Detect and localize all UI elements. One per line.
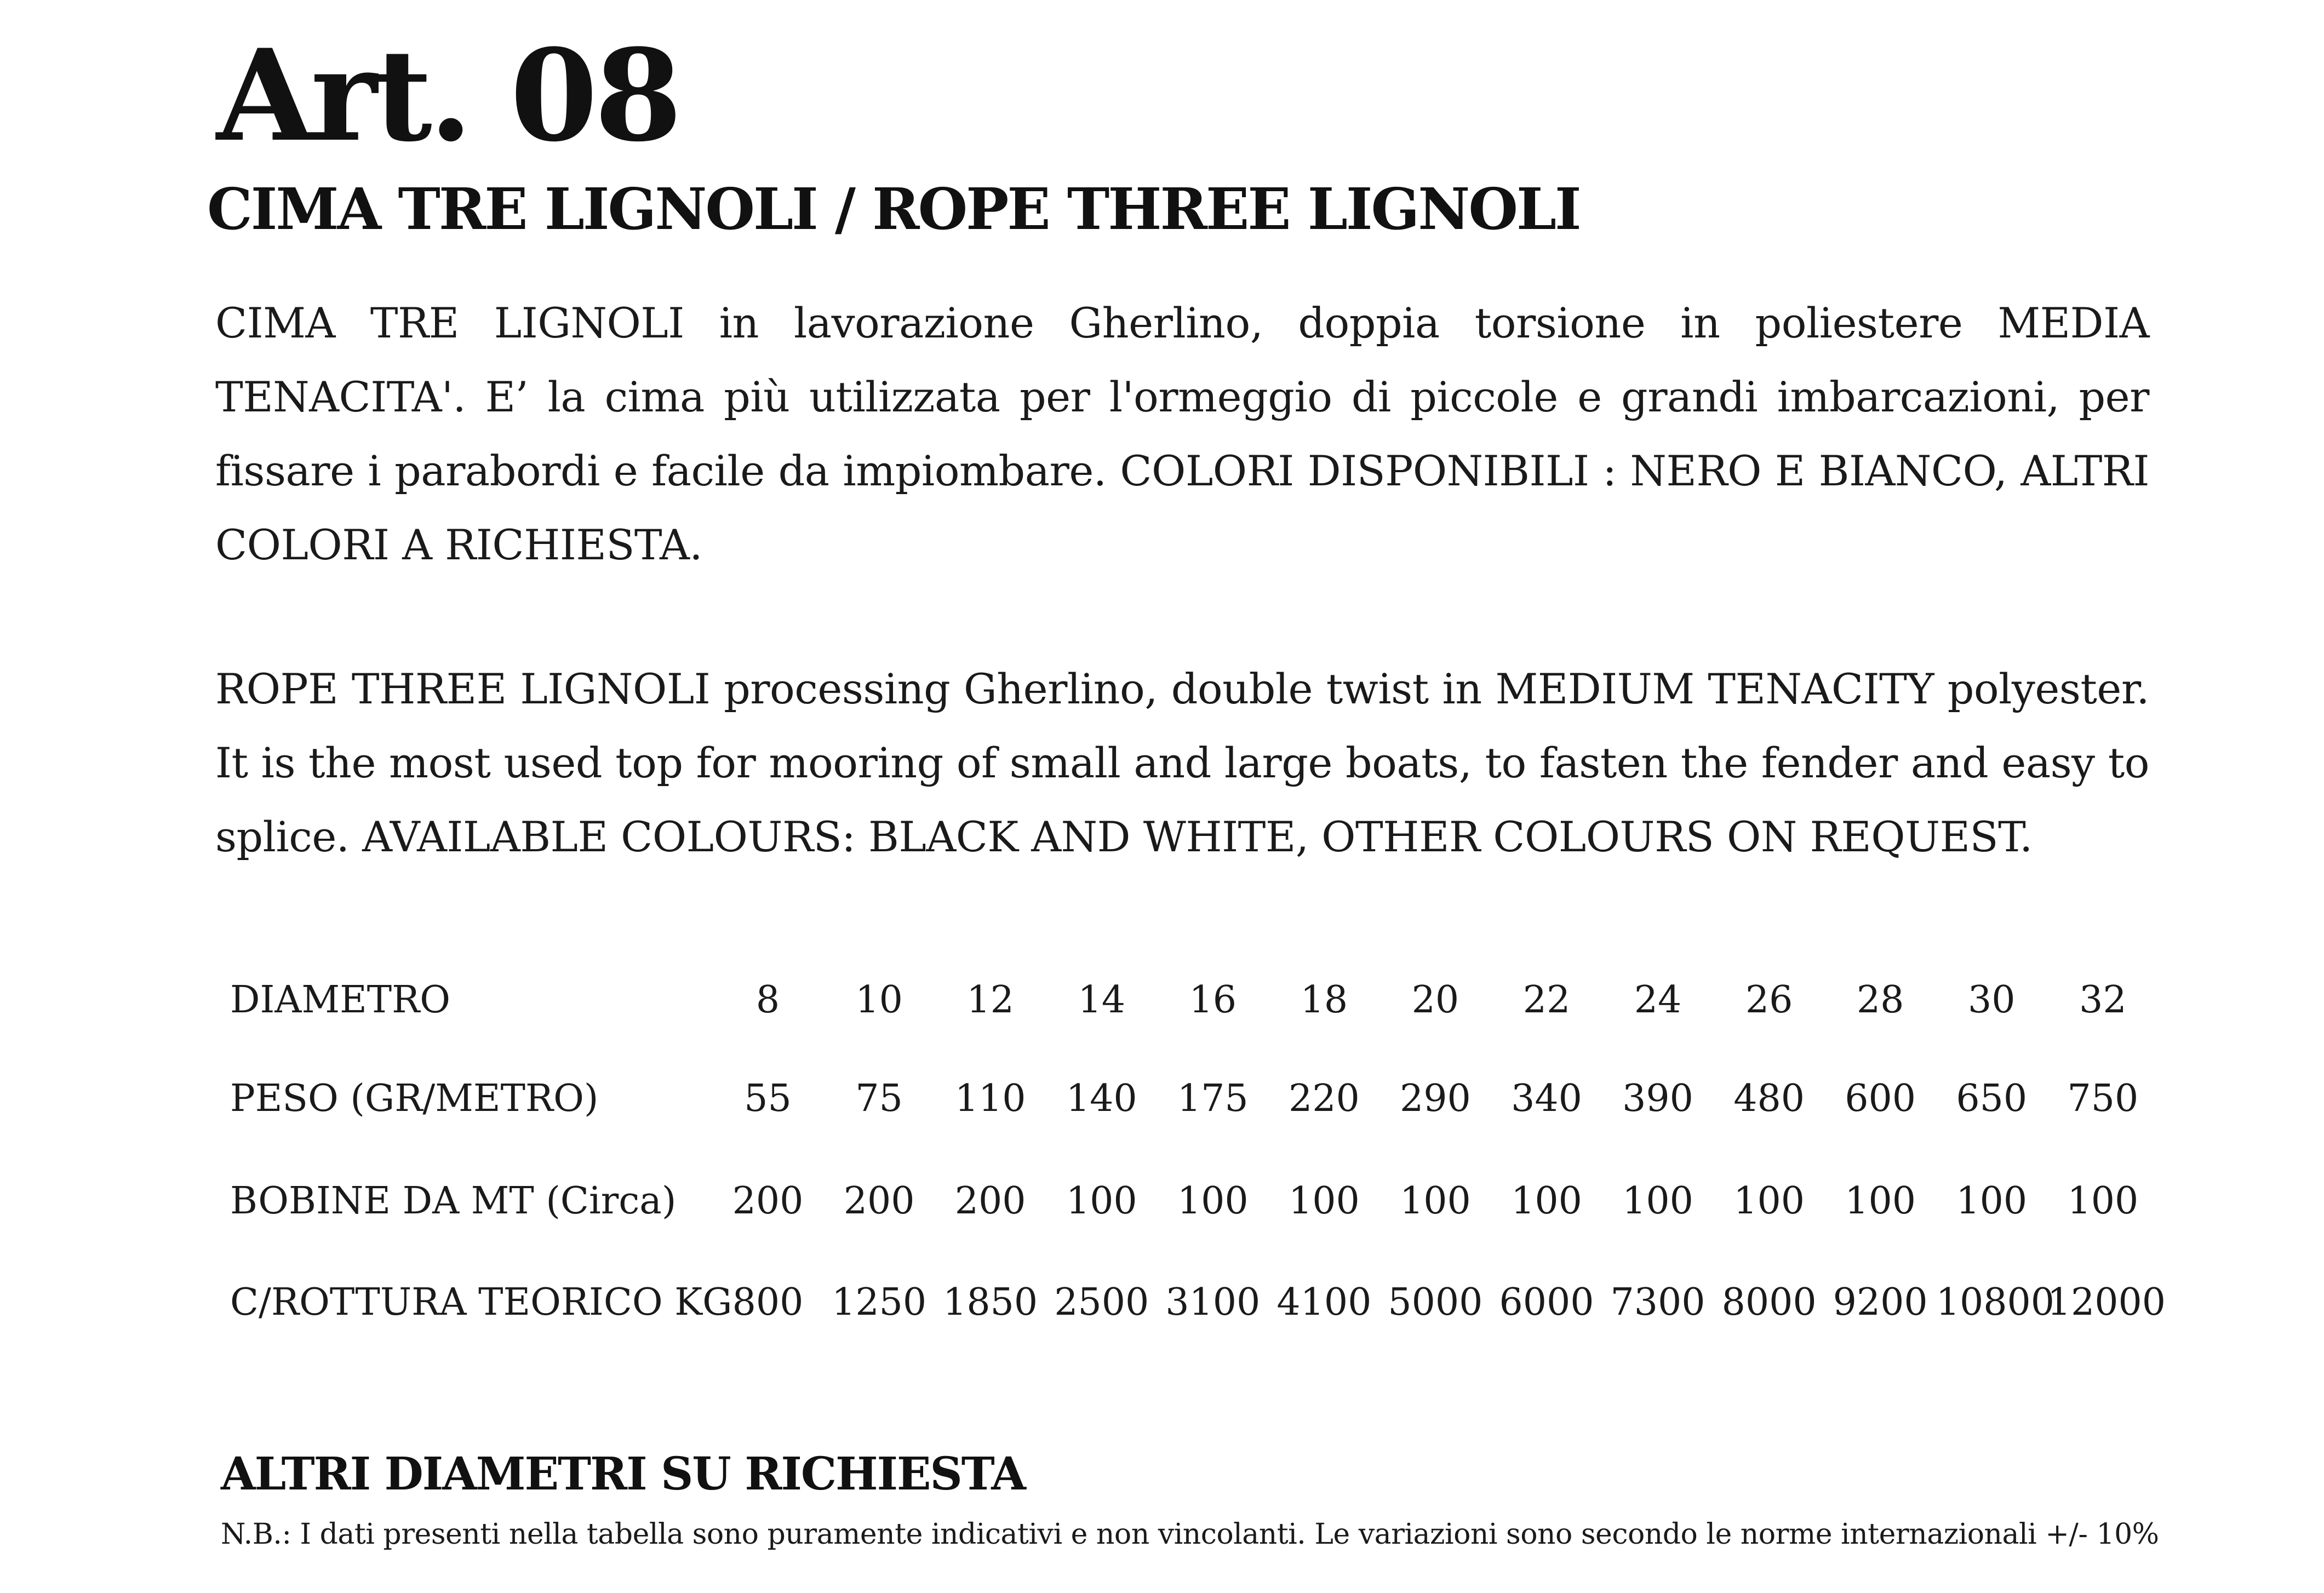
table-cell: 18 <box>1300 978 1348 1022</box>
table-cell: 30 <box>1967 978 2016 1022</box>
table-cell: 480 <box>1733 1076 1805 1120</box>
table-cell: 8 <box>755 978 780 1022</box>
table-cell: 1850 <box>943 1281 1038 1324</box>
spec-table <box>230 956 2166 1356</box>
table-cell: 220 <box>1288 1076 1360 1120</box>
table-cell: 20 <box>1411 978 1459 1022</box>
table-cell: 100 <box>2067 1179 2139 1223</box>
table-cell: 600 <box>1845 1076 1916 1120</box>
description-english: ROPE THREE LIGNOLI processing Gherlino, double twist in MEDIUM TENACITY polyester. It is the most used top for mooring of small and large boats, to fasten the fender and easy to splice. AVAILABLE COLOURS: BLACK AND WHITE, OTHER COLOURS ON REQUEST. <box>215 664 2149 861</box>
row-label: C/ROTTURA TEORICO KG <box>230 1281 732 1324</box>
table-cell: 390 <box>1622 1076 1693 1120</box>
table-cell: 24 <box>1634 978 1682 1022</box>
table-cell: 200 <box>843 1179 915 1223</box>
table-cell: 32 <box>2079 978 2127 1022</box>
article-title: Art. 08 <box>216 22 679 170</box>
table-row <box>230 956 2159 1044</box>
table-cell: 3100 <box>1165 1281 1261 1324</box>
table-cell: 16 <box>1189 978 1237 1022</box>
table-cell: 7300 <box>1610 1281 1705 1324</box>
table-row <box>230 1044 2159 1153</box>
table-cell: 10800 <box>1936 1281 2055 1324</box>
row-label: PESO (GR/METRO) <box>230 1076 599 1120</box>
table-cell: 55 <box>744 1076 792 1120</box>
table-cell: 290 <box>1400 1076 1471 1120</box>
table-cell: 750 <box>2067 1076 2139 1120</box>
table-cell: 100 <box>1511 1179 1582 1223</box>
table-cell: 8000 <box>1721 1281 1817 1324</box>
table-cell: 100 <box>1845 1179 1916 1223</box>
table-cell: 100 <box>1956 1179 2028 1223</box>
table-cell: 1250 <box>832 1281 927 1324</box>
table-cell: 200 <box>732 1179 804 1223</box>
table-cell: 22 <box>1522 978 1571 1022</box>
table-cell: 9200 <box>1833 1281 1928 1324</box>
table-cell: 100 <box>1177 1179 1249 1223</box>
other-diameters-heading: ALTRI DIAMETRI SU RICHIESTA <box>221 1448 1025 1500</box>
spec-table-body <box>230 956 2166 1356</box>
table-cell: 800 <box>732 1281 804 1324</box>
table-cell: 6000 <box>1499 1281 1594 1324</box>
table-cell: 200 <box>954 1179 1026 1223</box>
table-cell: 140 <box>1066 1076 1137 1120</box>
table-row <box>230 1153 2159 1249</box>
row-label: BOBINE DA MT (Circa) <box>230 1179 677 1223</box>
table-cell: 650 <box>1956 1076 2028 1120</box>
table-cell: 12 <box>966 978 1014 1022</box>
product-subtitle: CIMA TRE LIGNOLI / ROPE THREE LIGNOLI <box>207 175 1580 243</box>
table-cell: 100 <box>1400 1179 1471 1223</box>
description-italian: CIMA TRE LIGNOLI in lavorazione Gherlino, doppia torsione in poliestere MEDIA TENACITA'. E’ la cima più utilizzata per l'ormeggio di piccole e grandi imbarcazioni, per fissare i parabordi e facile da impiombare. COLORI DISPONIBILI : NERO E BIANCO, ALTRI COLORI A RICHIESTA. <box>215 299 2149 569</box>
table-cell: 10 <box>855 978 903 1022</box>
table-cell: 100 <box>1288 1179 1360 1223</box>
table-cell: 12000 <box>2047 1281 2166 1324</box>
table-cell: 100 <box>1733 1179 1805 1223</box>
table-cell: 2500 <box>1054 1281 1149 1324</box>
table-cell: 26 <box>1745 978 1793 1022</box>
table-cell: 14 <box>1078 978 1125 1022</box>
table-cell: 100 <box>1622 1179 1693 1223</box>
disclaimer-note: N.B.: I dati presenti nella tabella sono puramente indicativi e non vincolanti. Le variazioni sono secondo le norme internazionali +/- 10% <box>221 1518 2159 1551</box>
table-cell: 4100 <box>1277 1281 1372 1324</box>
table-cell: 340 <box>1511 1076 1582 1120</box>
table-cell: 175 <box>1177 1076 1249 1120</box>
table-cell: 28 <box>1856 978 1904 1022</box>
table-cell: 100 <box>1066 1179 1137 1223</box>
table-cell: 75 <box>855 1076 903 1120</box>
row-label: DIAMETRO <box>230 978 451 1022</box>
table-row <box>230 1249 2159 1356</box>
table-cell: 5000 <box>1388 1281 1483 1324</box>
table-cell: 110 <box>954 1076 1026 1120</box>
